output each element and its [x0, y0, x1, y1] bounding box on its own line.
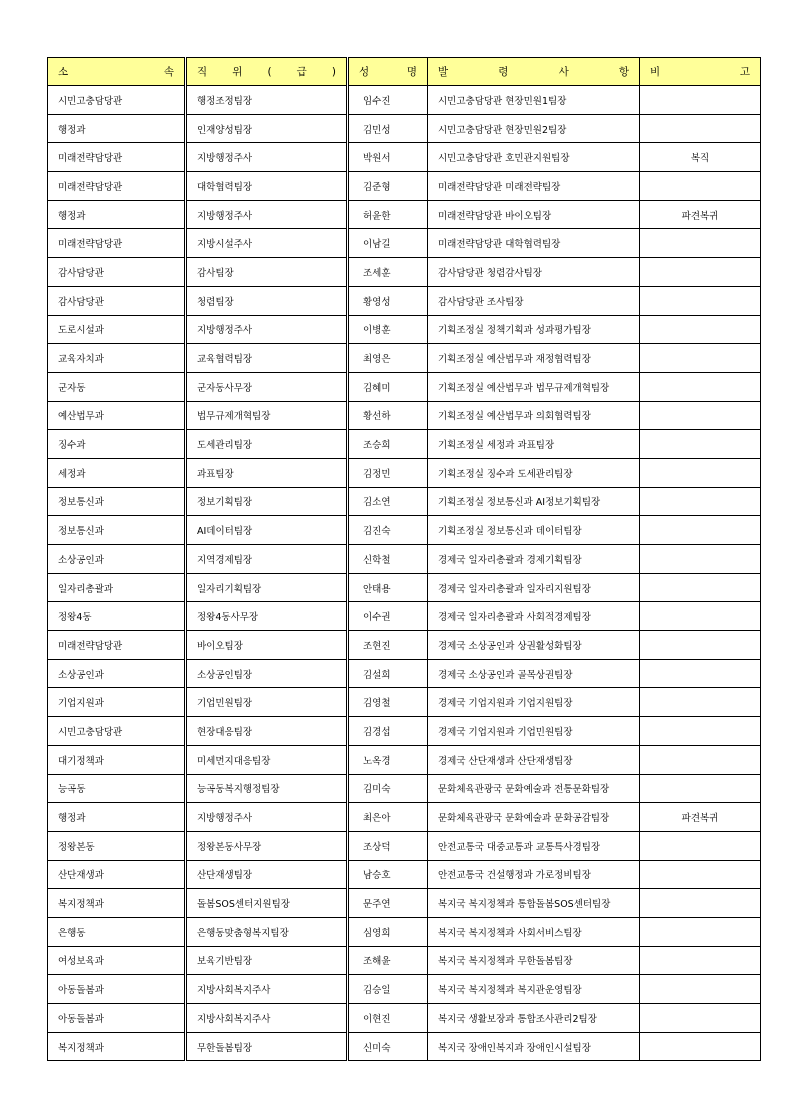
dept-cell: 행정과	[48, 803, 186, 832]
name-cell: 조승희	[348, 430, 428, 459]
table-row	[48, 1004, 761, 1033]
assignment-cell: 시민고충담당관 호민관지원팀장	[428, 143, 640, 172]
position-cell: 인재양성팀장	[186, 114, 348, 143]
note-cell	[640, 172, 761, 201]
personnel-table	[47, 57, 761, 1061]
position-cell: 행정조정팀장	[186, 86, 348, 115]
dept-cell: 감사담당관	[48, 258, 186, 287]
position-cell: 지방행정주사	[186, 200, 348, 229]
dept-cell: 여성보육과	[48, 946, 186, 975]
table-row	[48, 487, 761, 516]
name-cell: 황선하	[348, 401, 428, 430]
position-cell: 교육협력팀장	[186, 344, 348, 373]
table-row	[48, 688, 761, 717]
note-cell	[640, 745, 761, 774]
position-cell: 보육기반팀장	[186, 946, 348, 975]
name-cell: 최영은	[348, 344, 428, 373]
dept-cell: 복지정책과	[48, 1032, 186, 1061]
note-cell	[640, 917, 761, 946]
table-row	[48, 545, 761, 574]
note-cell	[640, 975, 761, 1004]
name-cell: 임수진	[348, 86, 428, 115]
name-cell: 김경섭	[348, 717, 428, 746]
position-cell: 현장대응팀장	[186, 717, 348, 746]
assignment-cell: 시민고충담당관 현장민원1팀장	[428, 86, 640, 115]
position-cell: 정보기획팀장	[186, 487, 348, 516]
dept-cell: 산단재생과	[48, 860, 186, 889]
assignment-cell: 경제국 일자리총괄과 사회적경제팀장	[428, 602, 640, 631]
dept-cell: 교육자치과	[48, 344, 186, 373]
position-cell: 돌봄SOS센터지원팀장	[186, 889, 348, 918]
dept-cell: 일자리총괄과	[48, 573, 186, 602]
dept-cell: 행정과	[48, 200, 186, 229]
table-row	[48, 86, 761, 115]
note-cell	[640, 86, 761, 115]
table-row	[48, 372, 761, 401]
table-header	[48, 58, 761, 86]
note-cell	[640, 315, 761, 344]
note-cell	[640, 831, 761, 860]
name-cell: 이수권	[348, 602, 428, 631]
name-cell: 김혜미	[348, 372, 428, 401]
position-cell: 지방시설주사	[186, 229, 348, 258]
position-cell: 지방행정주사	[186, 803, 348, 832]
assignment-cell: 경제국 소상공인과 골목상권팀장	[428, 659, 640, 688]
dept-cell: 소상공인과	[48, 659, 186, 688]
position-cell: 바이오팀장	[186, 631, 348, 660]
table-row	[48, 889, 761, 918]
dept-cell: 은행동	[48, 917, 186, 946]
header-position: 직 위 ( 급 )	[186, 58, 348, 86]
note-cell	[640, 487, 761, 516]
name-cell: 김설희	[348, 659, 428, 688]
name-cell: 신미숙	[348, 1032, 428, 1061]
name-cell: 이병훈	[348, 315, 428, 344]
assignment-cell: 시민고충담당관 현장민원2팀장	[428, 114, 640, 143]
position-cell: 도세관리팀장	[186, 430, 348, 459]
note-cell	[640, 573, 761, 602]
position-cell: 은행동맞춤형복지팀장	[186, 917, 348, 946]
assignment-cell: 미래전략담당관 대학협력팀장	[428, 229, 640, 258]
name-cell: 황영성	[348, 286, 428, 315]
table-row	[48, 831, 761, 860]
position-cell: 지역경제팀장	[186, 545, 348, 574]
assignment-cell: 미래전략담당관 바이오팀장	[428, 200, 640, 229]
dept-cell: 행정과	[48, 114, 186, 143]
table-row	[48, 516, 761, 545]
name-cell: 김영철	[348, 688, 428, 717]
assignment-cell: 복지국 생활보장과 통합조사관리2팀장	[428, 1004, 640, 1033]
position-cell: 지방사회복지주사	[186, 975, 348, 1004]
name-cell: 김정민	[348, 458, 428, 487]
dept-cell: 대기정책과	[48, 745, 186, 774]
dept-cell: 감사담당관	[48, 286, 186, 315]
assignment-cell: 경제국 일자리총괄과 경제기획팀장	[428, 545, 640, 574]
name-cell: 이남길	[348, 229, 428, 258]
table-row	[48, 229, 761, 258]
dept-cell: 예산법무과	[48, 401, 186, 430]
note-cell	[640, 602, 761, 631]
note-cell	[640, 258, 761, 287]
note-cell	[640, 286, 761, 315]
table-row	[48, 430, 761, 459]
assignment-cell: 기획조정실 정책기획과 성과평가팀장	[428, 315, 640, 344]
name-cell: 신학철	[348, 545, 428, 574]
dept-cell: 세정과	[48, 458, 186, 487]
table-row	[48, 286, 761, 315]
note-cell	[640, 430, 761, 459]
assignment-cell: 경제국 기업지원과 기업민원팀장	[428, 717, 640, 746]
assignment-cell: 기획조정실 징수과 도세관리팀장	[428, 458, 640, 487]
table-row	[48, 114, 761, 143]
dept-cell: 정왕4동	[48, 602, 186, 631]
note-cell: 파견복귀	[640, 803, 761, 832]
position-cell: 과표팀장	[186, 458, 348, 487]
position-cell: AI데이터팀장	[186, 516, 348, 545]
name-cell: 박원서	[348, 143, 428, 172]
position-cell: 지방행정주사	[186, 315, 348, 344]
table-row	[48, 315, 761, 344]
position-cell: 법무규제개혁팀장	[186, 401, 348, 430]
name-cell: 김미숙	[348, 774, 428, 803]
table-row	[48, 774, 761, 803]
name-cell: 안태용	[348, 573, 428, 602]
note-cell: 파견복귀	[640, 200, 761, 229]
note-cell	[640, 458, 761, 487]
position-cell: 대학협력팀장	[186, 172, 348, 201]
note-cell	[640, 889, 761, 918]
assignment-cell: 복지국 복지정책과 통합돌봄SOS센터팀장	[428, 889, 640, 918]
position-cell: 청렴팀장	[186, 286, 348, 315]
table-row	[48, 917, 761, 946]
assignment-cell: 경제국 일자리총괄과 일자리지원팀장	[428, 573, 640, 602]
header-name: 성 명	[348, 58, 428, 86]
dept-cell: 능곡동	[48, 774, 186, 803]
assignment-cell: 경제국 산단재생과 산단재생팀장	[428, 745, 640, 774]
assignment-cell: 기획조정실 정보통신과 데이터팀장	[428, 516, 640, 545]
position-cell: 산단재생팀장	[186, 860, 348, 889]
dept-cell: 정보통신과	[48, 516, 186, 545]
note-cell	[640, 229, 761, 258]
dept-cell: 소상공인과	[48, 545, 186, 574]
position-cell: 지방사회복지주사	[186, 1004, 348, 1033]
note-cell: 복직	[640, 143, 761, 172]
table-row	[48, 344, 761, 373]
table-row	[48, 602, 761, 631]
assignment-cell: 감사담당관 조사팀장	[428, 286, 640, 315]
position-cell: 소상공인팀장	[186, 659, 348, 688]
assignment-cell: 기획조정실 정보통신과 AI정보기획팀장	[428, 487, 640, 516]
position-cell: 일자리기획팀장	[186, 573, 348, 602]
assignment-cell: 복지국 복지정책과 사회서비스팀장	[428, 917, 640, 946]
dept-cell: 도로시설과	[48, 315, 186, 344]
header-assignment: 발 령 사 항	[428, 58, 640, 86]
note-cell	[640, 688, 761, 717]
assignment-cell: 경제국 소상공인과 상권활성화팀장	[428, 631, 640, 660]
name-cell: 조현진	[348, 631, 428, 660]
table-row	[48, 143, 761, 172]
position-cell: 무한돌봄팀장	[186, 1032, 348, 1061]
name-cell: 허윤한	[348, 200, 428, 229]
position-cell: 감사팀장	[186, 258, 348, 287]
dept-cell: 미래전략담당관	[48, 229, 186, 258]
header-note: 비 고	[640, 58, 761, 86]
dept-cell: 시민고충담당관	[48, 717, 186, 746]
table-row	[48, 717, 761, 746]
name-cell: 김소연	[348, 487, 428, 516]
note-cell	[640, 946, 761, 975]
table-row	[48, 172, 761, 201]
dept-cell: 시민고충담당관	[48, 86, 186, 115]
assignment-cell: 기획조정실 예산법무과 법무규제개혁팀장	[428, 372, 640, 401]
position-cell: 기업민원팀장	[186, 688, 348, 717]
name-cell: 이현진	[348, 1004, 428, 1033]
assignment-cell: 안전교통국 대중교통과 교통특사경팀장	[428, 831, 640, 860]
note-cell	[640, 372, 761, 401]
position-cell: 군자동사무장	[186, 372, 348, 401]
dept-cell: 미래전략담당관	[48, 143, 186, 172]
table-row	[48, 659, 761, 688]
note-cell	[640, 516, 761, 545]
note-cell	[640, 717, 761, 746]
name-cell: 김민성	[348, 114, 428, 143]
dept-cell: 미래전략담당관	[48, 631, 186, 660]
assignment-cell: 복지국 복지정책과 무한돌봄팀장	[428, 946, 640, 975]
assignment-cell: 복지국 장애인복지과 장애인시설팀장	[428, 1032, 640, 1061]
name-cell: 조해윤	[348, 946, 428, 975]
table-row	[48, 803, 761, 832]
note-cell	[640, 401, 761, 430]
assignment-cell: 경제국 기업지원과 기업지원팀장	[428, 688, 640, 717]
note-cell	[640, 631, 761, 660]
assignment-cell: 미래전략담당관 미래전략팀장	[428, 172, 640, 201]
assignment-cell: 감사담당관 청렴감사팀장	[428, 258, 640, 287]
name-cell: 김준형	[348, 172, 428, 201]
name-cell: 노옥경	[348, 745, 428, 774]
note-cell	[640, 114, 761, 143]
position-cell: 정왕본동사무장	[186, 831, 348, 860]
name-cell: 조상덕	[348, 831, 428, 860]
assignment-cell: 문화체육관광국 문화예술과 문화공감팀장	[428, 803, 640, 832]
dept-cell: 기업지원과	[48, 688, 186, 717]
assignment-cell: 기획조정실 예산법무과 재정협력팀장	[428, 344, 640, 373]
name-cell: 김진숙	[348, 516, 428, 545]
name-cell: 심영희	[348, 917, 428, 946]
position-cell: 정왕4동사무장	[186, 602, 348, 631]
header-dept: 소 속	[48, 58, 186, 86]
note-cell	[640, 860, 761, 889]
position-cell: 능곡동복지행정팀장	[186, 774, 348, 803]
name-cell: 최은아	[348, 803, 428, 832]
dept-cell: 아동돌봄과	[48, 975, 186, 1004]
assignment-cell: 기획조정실 세정과 과표팀장	[428, 430, 640, 459]
assignment-cell: 문화체육관광국 문화예술과 전통문화팀장	[428, 774, 640, 803]
note-cell	[640, 659, 761, 688]
dept-cell: 미래전략담당관	[48, 172, 186, 201]
table-row	[48, 401, 761, 430]
note-cell	[640, 545, 761, 574]
table-row	[48, 745, 761, 774]
dept-cell: 정보통신과	[48, 487, 186, 516]
table-row	[48, 975, 761, 1004]
dept-cell: 아동돌봄과	[48, 1004, 186, 1033]
name-cell: 문주연	[348, 889, 428, 918]
note-cell	[640, 1004, 761, 1033]
table-row	[48, 631, 761, 660]
position-cell: 지방행정주사	[186, 143, 348, 172]
table-row	[48, 1032, 761, 1061]
dept-cell: 정왕본동	[48, 831, 186, 860]
table-row	[48, 258, 761, 287]
dept-cell: 복지정책과	[48, 889, 186, 918]
name-cell: 조세훈	[348, 258, 428, 287]
table-row	[48, 200, 761, 229]
name-cell: 김승일	[348, 975, 428, 1004]
position-cell: 미세먼지대응팀장	[186, 745, 348, 774]
note-cell	[640, 1032, 761, 1061]
name-cell: 남승호	[348, 860, 428, 889]
table-row	[48, 573, 761, 602]
assignment-cell: 안전교통국 건설행정과 가로정비팀장	[428, 860, 640, 889]
assignment-cell: 기획조정실 예산법무과 의회협력팀장	[428, 401, 640, 430]
dept-cell: 징수과	[48, 430, 186, 459]
table-row	[48, 458, 761, 487]
table-row	[48, 946, 761, 975]
note-cell	[640, 774, 761, 803]
dept-cell: 군자동	[48, 372, 186, 401]
header-row	[48, 58, 761, 86]
assignment-cell: 복지국 복지정책과 복지관운영팀장	[428, 975, 640, 1004]
note-cell	[640, 344, 761, 373]
table-row	[48, 860, 761, 889]
table-body	[48, 86, 761, 1061]
